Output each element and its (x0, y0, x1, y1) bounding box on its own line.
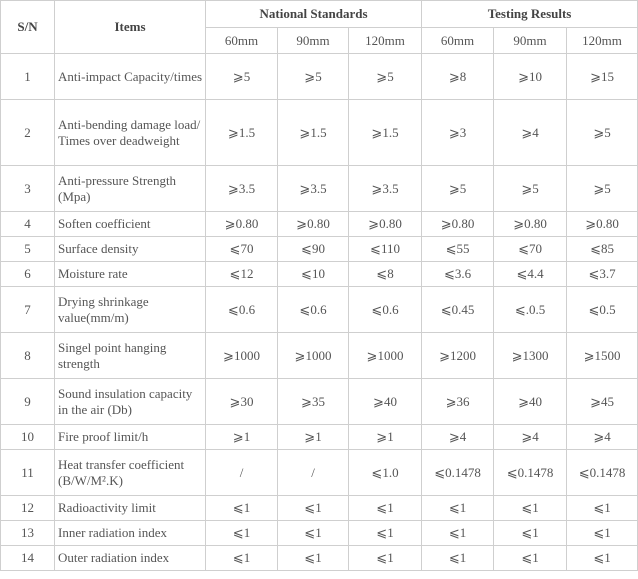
row-value: ⩽1 (494, 521, 567, 546)
row-value: ⩾1.5 (206, 100, 278, 166)
row-value: ⩽4.4 (494, 262, 567, 287)
row-value: ⩾36 (422, 379, 494, 425)
row-item: Heat transfer coefficient (B/W/M².K) (55, 450, 206, 496)
row-value: ⩽1 (567, 496, 638, 521)
row-value: ⩾4 (422, 425, 494, 450)
row-item: Sound insulation capacity in the air (Db) (55, 379, 206, 425)
row-value: ⩾0.80 (422, 212, 494, 237)
row-value: ⩽70 (206, 237, 278, 262)
row-value: ⩽1 (422, 496, 494, 521)
row-item: Anti-bending damage load/ Times over deadweight (55, 100, 206, 166)
table-row (1, 100, 638, 166)
row-value: ⩾5 (567, 100, 638, 166)
row-sn: 4 (1, 212, 55, 237)
items-header: Items (55, 1, 206, 54)
row-value: ⩾5 (567, 166, 638, 212)
row-value: ⩾10 (494, 54, 567, 100)
row-value: ⩽1 (206, 521, 278, 546)
row-sn: 6 (1, 262, 55, 287)
row-value: ⩾40 (494, 379, 567, 425)
row-item: Radioactivity limit (55, 496, 206, 521)
row-sn: 10 (1, 425, 55, 450)
row-value: ⩾35 (278, 379, 349, 425)
row-value: ⩾4 (494, 425, 567, 450)
row-sn: 13 (1, 521, 55, 546)
row-value: ⩽55 (422, 237, 494, 262)
row-value: ⩾3.5 (349, 166, 422, 212)
row-value: ⩾1.5 (349, 100, 422, 166)
row-value: ⩾45 (567, 379, 638, 425)
row-value: ⩾1000 (278, 333, 349, 379)
national-standards-header: National Standards (206, 1, 422, 28)
row-value: ⩾5 (206, 54, 278, 100)
row-value: ⩾15 (567, 54, 638, 100)
table-row (1, 54, 638, 100)
row-value: ⩽1 (206, 496, 278, 521)
row-sn: 7 (1, 287, 55, 333)
row-value: ⩽1 (422, 546, 494, 571)
row-value: ⩽110 (349, 237, 422, 262)
row-value: ⩾3.5 (278, 166, 349, 212)
row-value: ⩾5 (278, 54, 349, 100)
row-value: ⩾0.80 (349, 212, 422, 237)
testing-results-header: Testing Results (422, 1, 638, 28)
row-value: ⩾1000 (349, 333, 422, 379)
table-row (1, 212, 638, 237)
row-value: ⩾0.80 (278, 212, 349, 237)
row-item: Anti-pressure Strength (Mpa) (55, 166, 206, 212)
row-item: Surface density (55, 237, 206, 262)
row-value: ⩽0.6 (349, 287, 422, 333)
row-value: ⩾5 (349, 54, 422, 100)
table-row (1, 521, 638, 546)
row-item: Soften coefficient (55, 212, 206, 237)
row-item: Outer radiation index (55, 546, 206, 571)
table-row (1, 287, 638, 333)
row-value: ⩾5 (422, 166, 494, 212)
row-value: ⩾0.80 (567, 212, 638, 237)
row-value: ⩽8 (349, 262, 422, 287)
row-value: ⩾40 (349, 379, 422, 425)
row-value: ⩽1 (494, 546, 567, 571)
row-value: ⩽12 (206, 262, 278, 287)
row-value: ⩽0.6 (278, 287, 349, 333)
row-value: ⩾1000 (206, 333, 278, 379)
row-value: ⩽3.7 (567, 262, 638, 287)
row-value: / (206, 450, 278, 496)
row-value: ⩾30 (206, 379, 278, 425)
row-value: ⩽0.45 (422, 287, 494, 333)
row-value: ⩾1200 (422, 333, 494, 379)
table-row (1, 379, 638, 425)
row-value: ⩽1 (567, 546, 638, 571)
row-value: ⩽1 (278, 521, 349, 546)
table-row (1, 333, 638, 379)
table-row (1, 166, 638, 212)
row-value: ⩽1 (349, 521, 422, 546)
row-sn: 3 (1, 166, 55, 212)
row-value: ⩽.0.5 (494, 287, 567, 333)
row-item: Fire proof limit/h (55, 425, 206, 450)
row-value: ⩽1 (349, 546, 422, 571)
table-row (1, 546, 638, 571)
row-item: Anti-impact Capacity/times (55, 54, 206, 100)
row-value: ⩽0.1478 (494, 450, 567, 496)
row-value: ⩾3.5 (206, 166, 278, 212)
row-value: ⩽1 (206, 546, 278, 571)
row-sn: 1 (1, 54, 55, 100)
size-header: 90mm (278, 28, 349, 54)
row-value: ⩽0.5 (567, 287, 638, 333)
table-row (1, 425, 638, 450)
row-value: ⩽85 (567, 237, 638, 262)
row-sn: 12 (1, 496, 55, 521)
row-sn: 9 (1, 379, 55, 425)
row-value: ⩽1 (494, 496, 567, 521)
row-value: ⩽1 (567, 521, 638, 546)
row-value: ⩽0.1478 (567, 450, 638, 496)
row-value: ⩽70 (494, 237, 567, 262)
row-value: ⩽1 (278, 496, 349, 521)
row-sn: 14 (1, 546, 55, 571)
row-sn: 5 (1, 237, 55, 262)
row-value: ⩽10 (278, 262, 349, 287)
row-value: ⩾1500 (567, 333, 638, 379)
row-value: ⩾1 (206, 425, 278, 450)
row-value: ⩾1 (278, 425, 349, 450)
row-item: Moisture rate (55, 262, 206, 287)
row-sn: 2 (1, 100, 55, 166)
row-value: ⩾1.5 (278, 100, 349, 166)
row-value: / (278, 450, 349, 496)
row-value: ⩽1 (349, 496, 422, 521)
table-row (1, 450, 638, 496)
row-value: ⩽0.1478 (422, 450, 494, 496)
row-value: ⩾1300 (494, 333, 567, 379)
row-value: ⩾0.80 (206, 212, 278, 237)
size-header: 120mm (349, 28, 422, 54)
row-value: ⩾4 (567, 425, 638, 450)
size-header: 120mm (567, 28, 638, 54)
row-item: Drying shrinkage value(mm/m) (55, 287, 206, 333)
table-row (1, 496, 638, 521)
row-value: ⩽1 (422, 521, 494, 546)
table-row (1, 262, 638, 287)
size-header: 90mm (494, 28, 567, 54)
sn-header: S/N (1, 1, 55, 54)
row-value: ⩽0.6 (206, 287, 278, 333)
row-value: ⩾3 (422, 100, 494, 166)
row-sn: 11 (1, 450, 55, 496)
size-header: 60mm (422, 28, 494, 54)
row-value: ⩽1 (278, 546, 349, 571)
row-item: Inner radiation index (55, 521, 206, 546)
row-value: ⩾0.80 (494, 212, 567, 237)
row-value: ⩽1.0 (349, 450, 422, 496)
row-value: ⩽90 (278, 237, 349, 262)
row-item: Singel point hanging strength (55, 333, 206, 379)
size-header: 60mm (206, 28, 278, 54)
row-sn: 8 (1, 333, 55, 379)
row-value: ⩾8 (422, 54, 494, 100)
row-value: ⩾1 (349, 425, 422, 450)
table-row (1, 237, 638, 262)
row-value: ⩽3.6 (422, 262, 494, 287)
row-value: ⩾4 (494, 100, 567, 166)
row-value: ⩾5 (494, 166, 567, 212)
